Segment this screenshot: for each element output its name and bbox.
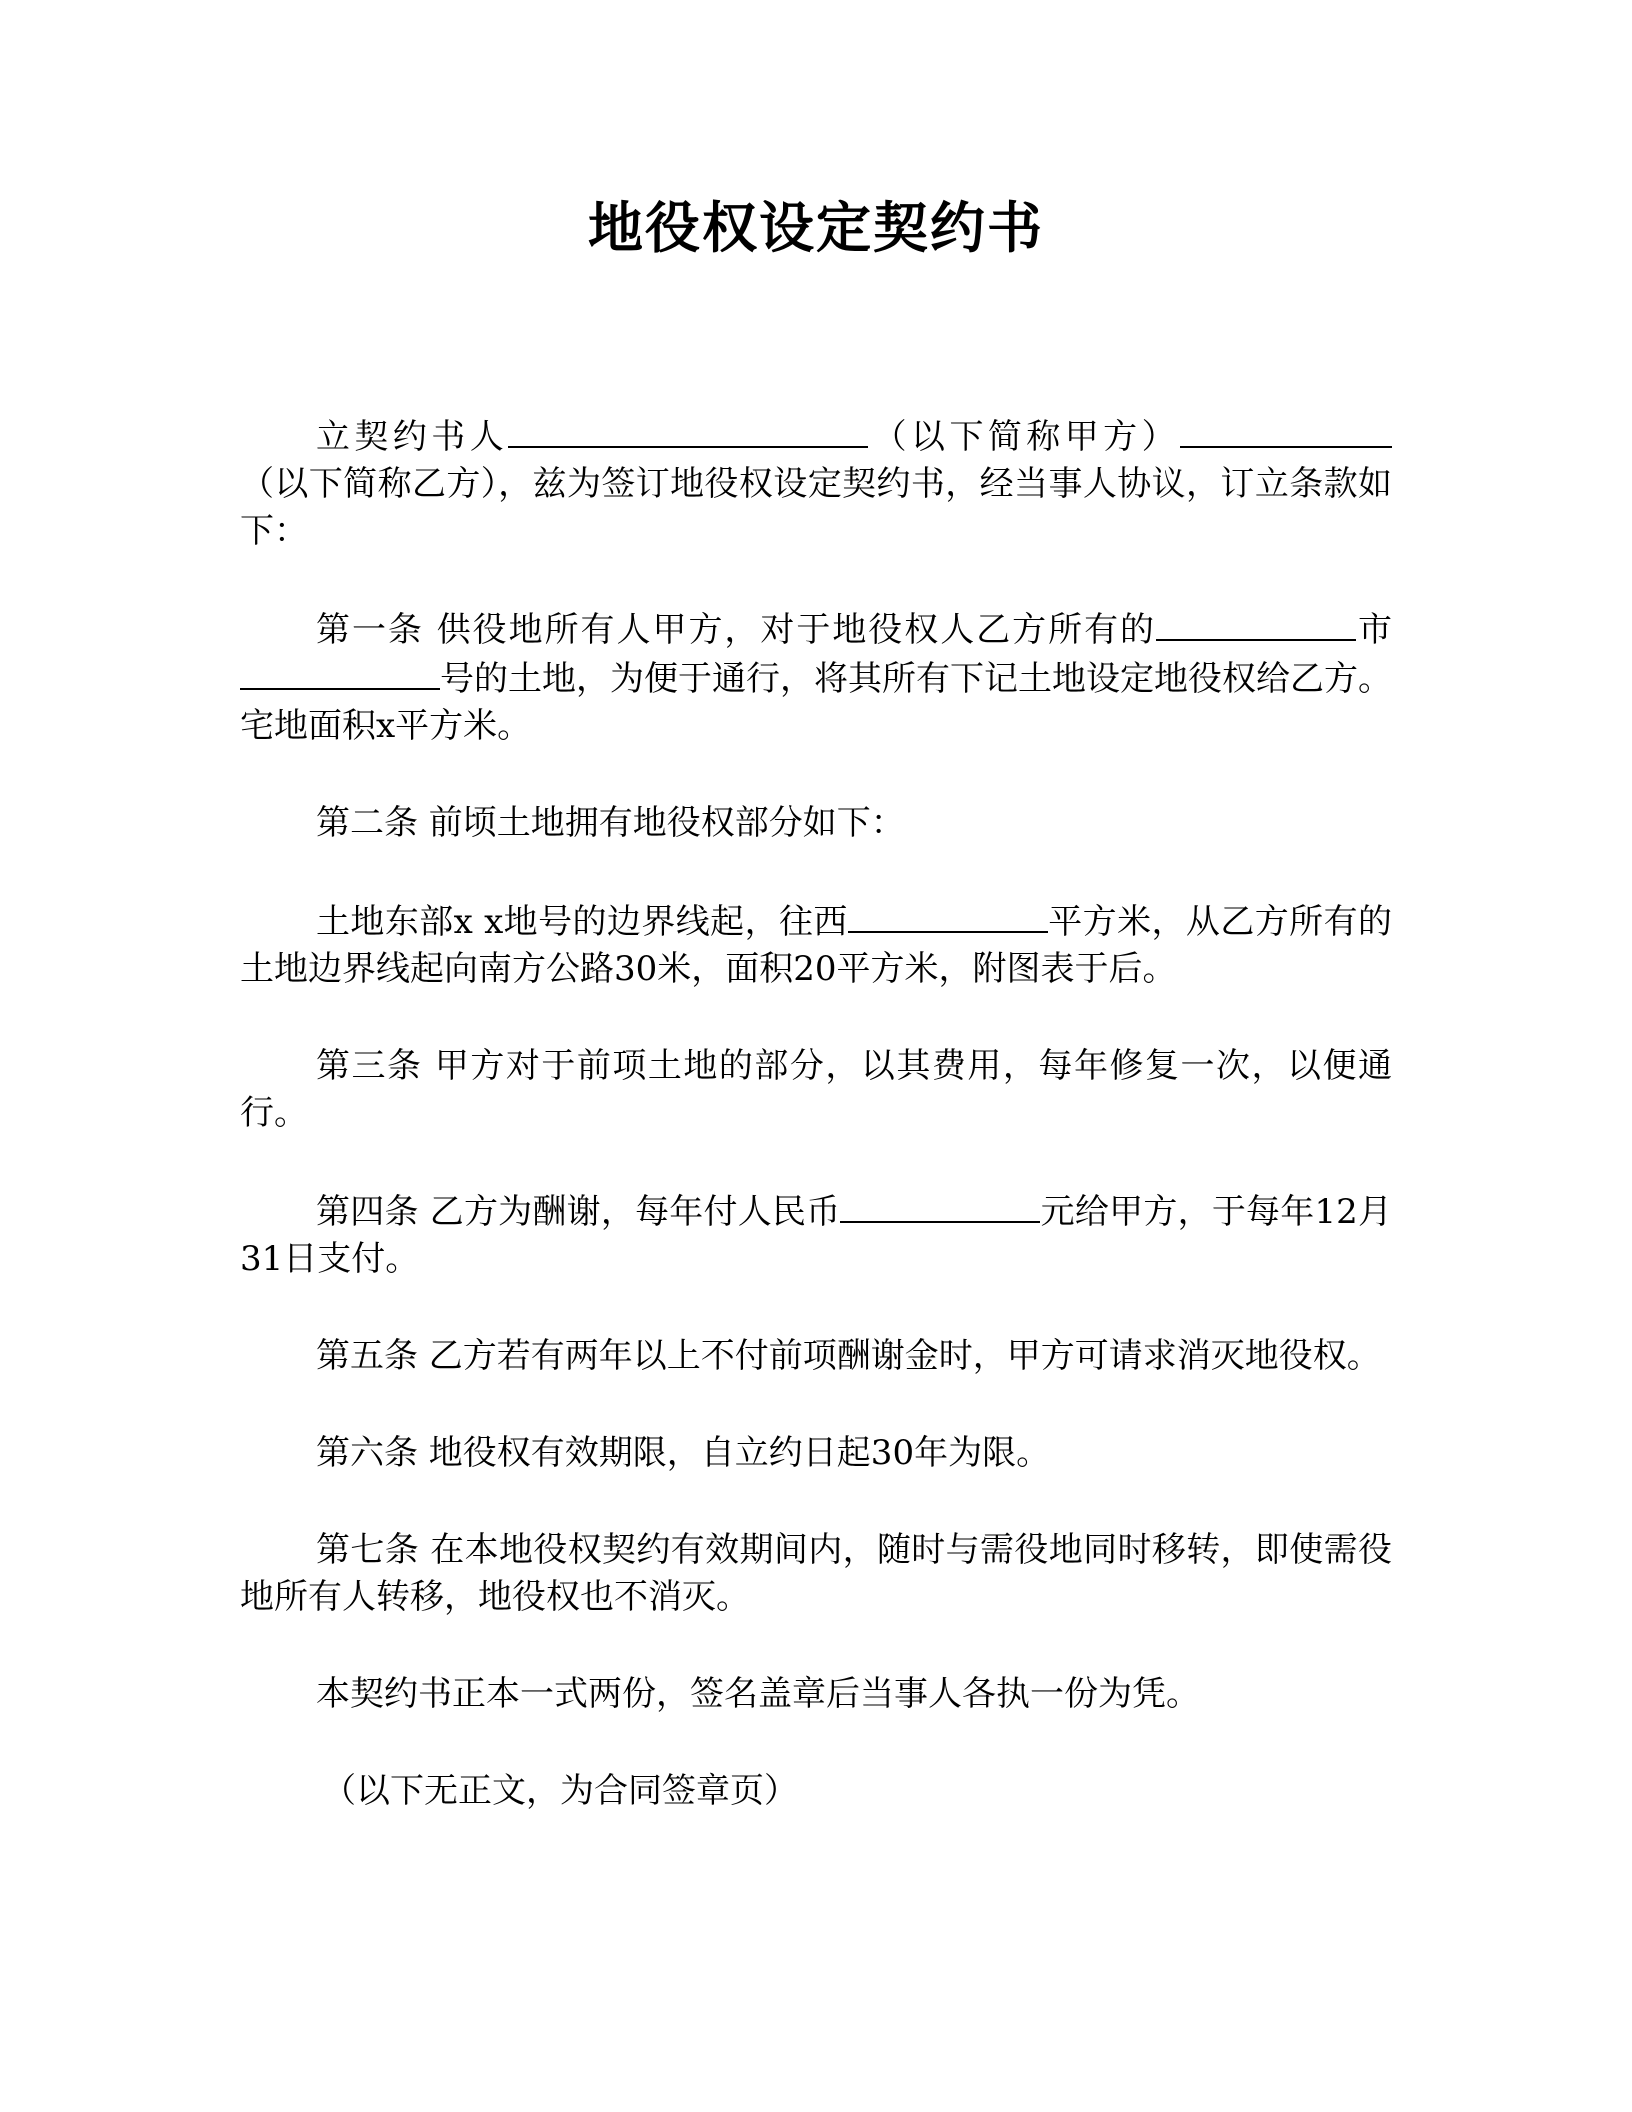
document-title: 地役权设定契约书 bbox=[587, 195, 1044, 260]
article-4-paragraph bbox=[240, 1187, 1392, 1283]
article-1-tail: 号的土地，为便于通行，将其所有下记土地设定地役权给乙方。宅地面积x平方米。 bbox=[240, 659, 1392, 746]
article-6-paragraph: 第六条 地役权有效期限，自立约日起30年为限。 bbox=[316, 1433, 1051, 1473]
copies-paragraph: 本契约书正本一式两份，签名盖章后当事人各执一份为凭。 bbox=[316, 1674, 1200, 1714]
area-blank[interactable] bbox=[848, 897, 1048, 933]
article-1-paragraph bbox=[240, 605, 1392, 750]
preamble-lead: 立契约书人 bbox=[316, 417, 509, 457]
lot-number-blank[interactable] bbox=[240, 654, 440, 690]
article-4-lead: 第四条 乙方为酬谢，每年付人民币 bbox=[316, 1192, 841, 1232]
preamble-tail: （以下简称乙方），兹为签订地役权设定契约书，经当事人协议，订立条款如下： bbox=[240, 464, 1392, 551]
city-blank[interactable] bbox=[1156, 605, 1356, 641]
party-b-blank[interactable] bbox=[1180, 412, 1392, 448]
land-description-paragraph bbox=[240, 897, 1392, 993]
document-body bbox=[240, 412, 1392, 1865]
article-1-lead: 第一条 供役地所有人甲方，对于地役权人乙方所有的 bbox=[316, 610, 1157, 650]
preamble-mid: （以下简称甲方） bbox=[868, 417, 1181, 457]
end-note: （以下无正文，为合同签章页） bbox=[322, 1771, 798, 1811]
article-2-paragraph: 第二条 前顷土地拥有地役权部分如下： bbox=[316, 803, 905, 843]
payment-amount-blank[interactable] bbox=[840, 1187, 1040, 1223]
land-description-lead: 土地东部x x地号的边界线起，往西 bbox=[316, 902, 848, 942]
party-a-blank[interactable] bbox=[508, 412, 868, 448]
article-7-paragraph: 第七条 在本地役权契约有效期间内，随时与需役地同时移转，即使需役地所有人转移，地役权也不消灭。 bbox=[240, 1530, 1392, 1617]
article-5-paragraph: 第五条 乙方若有两年以上不付前项酬谢金时，甲方可请求消灭地役权。 bbox=[316, 1336, 1381, 1376]
article-3-paragraph: 第三条 甲方对于前项土地的部分，以其费用，每年修复一次，以便通行。 bbox=[240, 1046, 1392, 1133]
land-description-tail: 平方米，从乙方所有的土地边界线起向南方公路30米，面积20平方米，附图表于后。 bbox=[240, 902, 1393, 989]
article-4-tail: 元给甲方，于每年12月31日支付。 bbox=[240, 1192, 1392, 1279]
preamble-paragraph bbox=[240, 412, 1392, 555]
article-1-mid: 市 bbox=[1356, 610, 1392, 650]
